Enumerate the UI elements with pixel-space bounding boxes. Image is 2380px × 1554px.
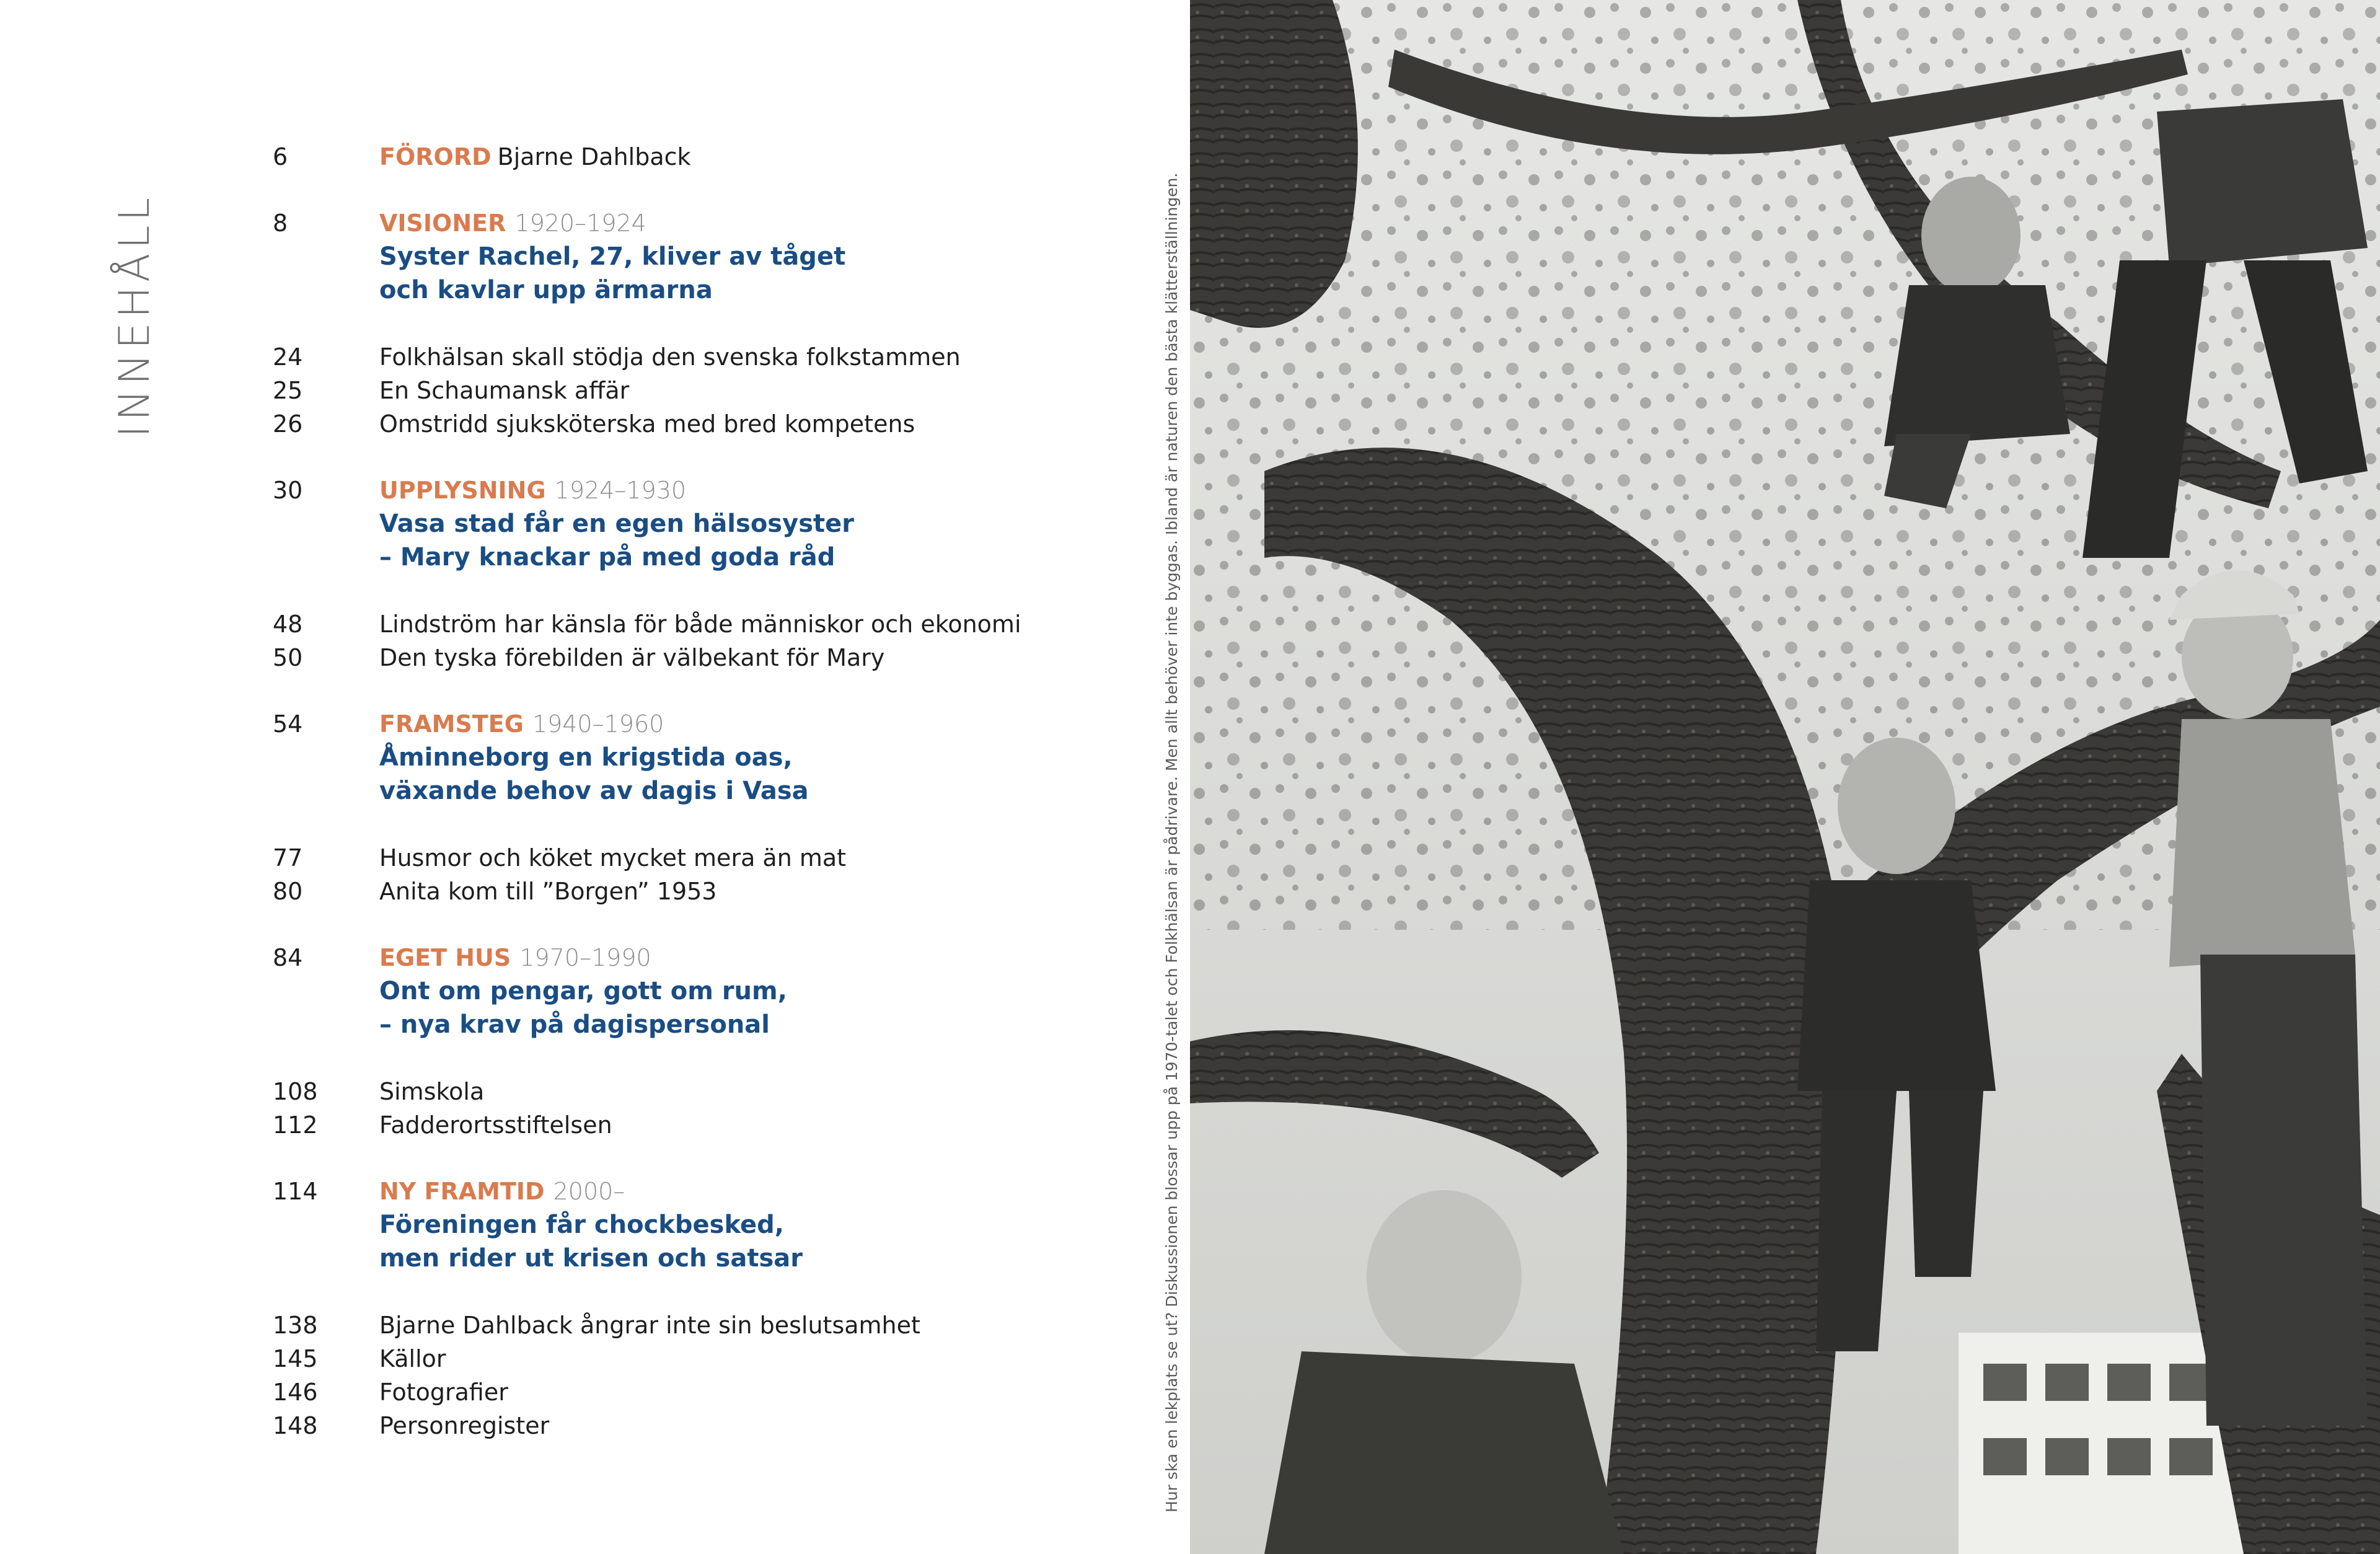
toc-section-subtitle: Ont om pengar, gott om rum, (379, 977, 787, 1005)
toc-page-number: 112 (273, 1111, 318, 1139)
contents-heading-text: INNEHÅLL (110, 193, 159, 438)
toc-section-years: 1940–1960 (532, 710, 664, 738)
toc-item-title: Folkhälsan skall stödja den svenska folkstammen (379, 343, 961, 371)
toc-section-subtitle: Syster Rachel, 27, kliver av tåget (379, 242, 846, 271)
toc-section-years: 1924–1930 (554, 477, 687, 504)
toc-section-subtitle: men rider ut krisen och satsar (379, 1244, 803, 1273)
toc-page-number: 77 (273, 844, 303, 872)
toc-item-title: En Schaumansk affär (379, 377, 630, 404)
toc-page-number: 80 (273, 878, 303, 905)
toc-section-subtitle: Vasa stad får en egen hälsosyster (379, 510, 854, 538)
toc-item-title: Anita kom till ”Borgen” 1953 (379, 878, 717, 905)
toc-page-number: 26 (273, 410, 303, 438)
toc-item-title: Källor (379, 1345, 446, 1372)
toc-section-subtitle: Föreningen får chockbesked, (379, 1211, 784, 1239)
toc-item-title: Personregister (379, 1412, 550, 1439)
toc-page-number: 8 (273, 210, 288, 237)
toc-page-number: 48 (273, 611, 303, 638)
toc-item-title: Omstridd sjuksköterska med bred kompetens (379, 410, 915, 438)
toc-section-years: 1920–1924 (514, 210, 646, 237)
toc-page-number: 108 (273, 1078, 318, 1105)
toc-page-number: 84 (273, 944, 303, 971)
toc-section-subtitle: och kavlar upp ärmarna (379, 276, 713, 304)
toc-section-title: VISIONER (379, 210, 506, 237)
toc-page-number: 6 (273, 143, 288, 170)
toc-section-author: Bjarne Dahlback (497, 143, 691, 170)
children-climbing-tree-photo (1190, 0, 2380, 1554)
toc-page-number: 146 (273, 1379, 318, 1406)
toc-section-title: FÖRORD (379, 143, 491, 170)
toc-section-title: FRAMSTEG (379, 710, 524, 738)
toc-page-number: 114 (273, 1178, 318, 1205)
toc-page-number: 54 (273, 710, 303, 738)
toc-page-number: 50 (273, 644, 303, 671)
toc-item-title: Bjarne Dahlback ångrar inte sin beslutsamhet (379, 1312, 920, 1339)
tree-photo-illustration (1190, 0, 2380, 1554)
toc-item-title: Lindström har känsla för både människor och ekonomi (379, 611, 1021, 638)
toc-page-number: 138 (273, 1312, 318, 1339)
toc-section-years: 2000– (553, 1178, 625, 1205)
toc-page-number: 148 (273, 1412, 318, 1439)
toc-section-title: UPPLYSNING (379, 477, 546, 504)
toc-page-number: 25 (273, 377, 303, 404)
toc-item-title: Simskola (379, 1078, 485, 1105)
toc-section-subtitle: Åminneborg en krigstida oas, (379, 743, 793, 772)
contents-heading (81, 143, 159, 440)
toc-section-subtitle: – nya krav på dagispersonal (379, 1010, 770, 1039)
toc-section-title: NY FRAMTID (379, 1178, 545, 1205)
photo-caption (1145, 62, 1181, 1512)
toc-page-number: 145 (273, 1345, 318, 1372)
toc-section-subtitle: växande behov av dagis i Vasa (379, 777, 809, 805)
toc-section-title: EGET HUS (379, 944, 511, 971)
toc-section-years: 1970–1990 (519, 944, 651, 971)
toc-page-number: 30 (273, 477, 303, 504)
toc-page-number: 24 (273, 343, 303, 371)
toc-item-title: Husmor och köket mycket mera än mat (379, 844, 847, 872)
toc-section-subtitle: – Mary knackar på med goda råd (379, 543, 835, 572)
toc-item-title: Fotografier (379, 1379, 508, 1406)
photo-caption-text: Hur ska en lekplats se ut? Diskussionen blossar upp på 1970-talet och Folkhälsan är pådrivare. Men allt behöver inte byggas. Ibland är naturen den bästa klätterställningen. (1163, 172, 1181, 1512)
toc-item-title: Fadderortsstiftelsen (379, 1111, 612, 1139)
toc-item-title: Den tyska förebilden är välbekant för Mary (379, 644, 885, 671)
